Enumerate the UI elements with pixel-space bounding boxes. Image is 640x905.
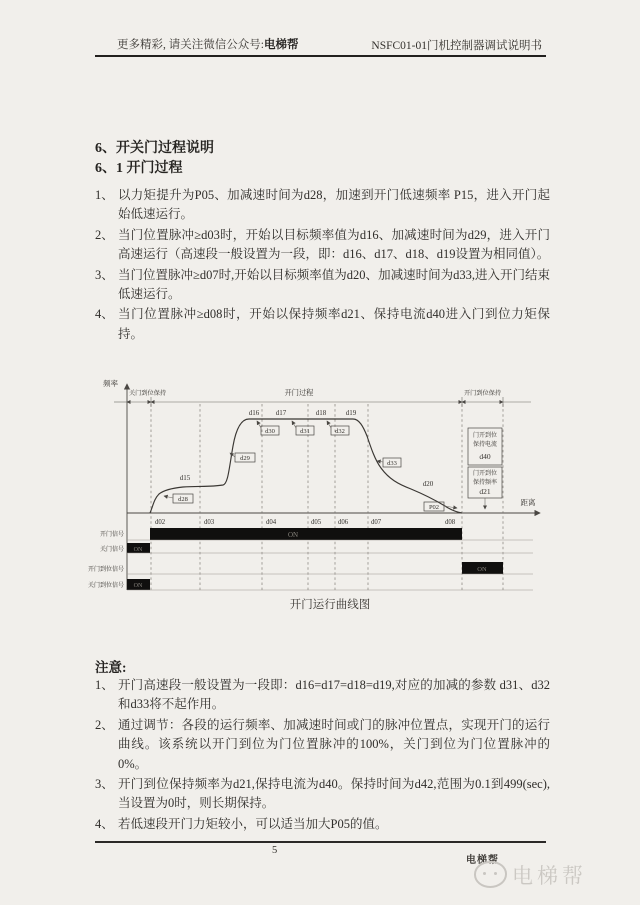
notice-item <box>95 815 550 834</box>
notice-item <box>95 676 550 715</box>
phase-dimension <box>114 388 531 407</box>
step-text: 当门位置脉冲≥d03时，开始以目标频率值为d16、加减速时间为d29，进入开门高速运行（高速段一般设置为一段，即：d16、d17、d18、d19设置为相同值）。 <box>118 227 550 262</box>
phase-label-open-hold: 开门到位保持 <box>464 390 502 397</box>
step-item <box>95 226 550 265</box>
signal-on-close-inplace: ON <box>133 583 143 589</box>
steps-list <box>95 186 550 345</box>
signal-on-close: ON <box>133 547 143 553</box>
phase-label-opening: 开门过程 <box>284 389 314 397</box>
header-rule <box>95 55 546 57</box>
step-number: 1、 <box>95 188 114 202</box>
hold-current-line1: 门开到位 <box>472 433 498 439</box>
step-number: 3、 <box>95 267 114 282</box>
hold-info-boxes <box>468 428 502 509</box>
step-item <box>95 266 550 305</box>
signal-rows <box>88 528 533 590</box>
hold-current-value: d40 <box>479 452 491 461</box>
tick-d07: d07 <box>371 519 382 526</box>
callout-d32: d32 <box>335 428 345 435</box>
diagram-caption: 开门运行曲线图 <box>289 599 371 611</box>
phase-label-close-hold: 关门到位保持 <box>129 390 167 397</box>
footer-rule <box>95 841 546 843</box>
callout-d33: d33 <box>387 460 397 467</box>
notice-title: 注意: <box>95 660 127 675</box>
callout-d31: d31 <box>300 428 310 435</box>
notice-number: 3、 <box>95 777 114 792</box>
tick-d02: d02 <box>155 519 166 526</box>
param-callouts <box>164 421 457 511</box>
grid-lines <box>151 404 503 590</box>
header-right-title: NSFC01-01门机控制器调试说明书 <box>371 40 542 52</box>
signal-bar-open <box>150 528 462 540</box>
header-left-text: 更多精彩, 请关注微信公众号: <box>117 39 264 51</box>
tick-d08: d08 <box>445 519 456 526</box>
tick-d05: d05 <box>311 519 322 526</box>
tick-d03: d03 <box>204 519 215 526</box>
tick-d04: d04 <box>266 519 277 526</box>
watermark-face-icon <box>474 861 507 888</box>
page-number: 5 <box>272 845 278 856</box>
label-d18: d18 <box>315 409 327 417</box>
label-d15: d15 <box>179 474 191 482</box>
signal-label-close-inplace: 关门到位信号 <box>87 583 124 589</box>
callout-d30: d30 <box>265 428 275 435</box>
x-axis-label: 距离 <box>520 498 536 507</box>
signal-label-open: 开门信号 <box>99 532 124 538</box>
notice-list <box>95 676 550 835</box>
notice-item <box>95 716 550 774</box>
hold-current-line2: 保持电流 <box>472 442 498 448</box>
curve-labels <box>180 409 434 488</box>
label-d20: d20 <box>422 480 434 488</box>
step-number: 4、 <box>95 307 114 322</box>
hold-freq-line2: 保持频率 <box>472 480 498 486</box>
callout-p02: P02 <box>428 504 440 511</box>
notice-text: 通过调节：各段的运行频率、加减速时间或门的脉冲位置点，实现开门的运行曲线。该系统以开门到位为门位置脉冲的100%，关门到位为门位置脉冲的0%。 <box>118 717 550 771</box>
label-d19: d19 <box>345 409 357 417</box>
step-item <box>95 305 550 344</box>
watermark-brand-small: 电梯帮 <box>466 855 499 866</box>
y-axis-label: 频率 <box>103 379 118 388</box>
label-d16: d16 <box>248 409 260 417</box>
watermark-brand-large: 电梯帮 <box>512 864 587 888</box>
notice-text: 开门到位保持频率为d21,保持电流为d40。保持时间为d42,范围为0.1到499(sec),当设置为0时，则长期保持。 <box>118 777 550 811</box>
step-text: 当门位置脉冲≥d08时，开始以保持频率d21、保持电流d40进入门到位力矩保持。 <box>118 307 550 341</box>
step-item <box>95 186 550 225</box>
hold-freq-line1: 门开到位 <box>472 471 498 477</box>
section-heading: 6、开关门过程说明 <box>95 141 214 156</box>
subsection-heading: 6、1 开门过程 <box>95 161 183 176</box>
label-d17: d17 <box>275 409 287 417</box>
door-open-curve-diagram <box>83 374 635 608</box>
callout-d28: d28 <box>178 496 188 503</box>
callout-d29: d29 <box>240 455 250 462</box>
notice-number: 1、 <box>95 678 114 692</box>
notice-text: 开门高速段一般设置为一段即：d16=d17=d18=d19,对应的加减的参数 d31、d32和d33将不起作用。 <box>118 678 550 712</box>
hold-freq-value: d21 <box>479 487 491 496</box>
header-left <box>117 36 298 52</box>
notice-number: 2、 <box>95 717 114 732</box>
header-left-brand: 电梯帮 <box>263 39 299 51</box>
signal-on-open-inplace: ON <box>477 566 487 573</box>
notice-text: 若低速段开门力矩较小，可以适当加大P05的值。 <box>118 816 388 831</box>
step-text: 以力矩提升为P05、加减速时间为d28，加速到开门低速频率 P15，进入开门起始低速运行。 <box>118 188 550 222</box>
signal-on-open: ON <box>287 531 299 539</box>
step-number: 2、 <box>95 227 114 242</box>
notice-item <box>95 775 550 814</box>
signal-label-open-inplace: 开门到位信号 <box>87 567 124 573</box>
signal-label-close: 关门信号 <box>99 547 124 553</box>
notice-number: 4、 <box>95 816 114 831</box>
tick-d06: d06 <box>338 519 349 526</box>
step-text: 当门位置脉冲≥d07时,开始以目标频率值为d20、加减速时间为d33,进入开门结束低速运行。 <box>118 267 550 302</box>
